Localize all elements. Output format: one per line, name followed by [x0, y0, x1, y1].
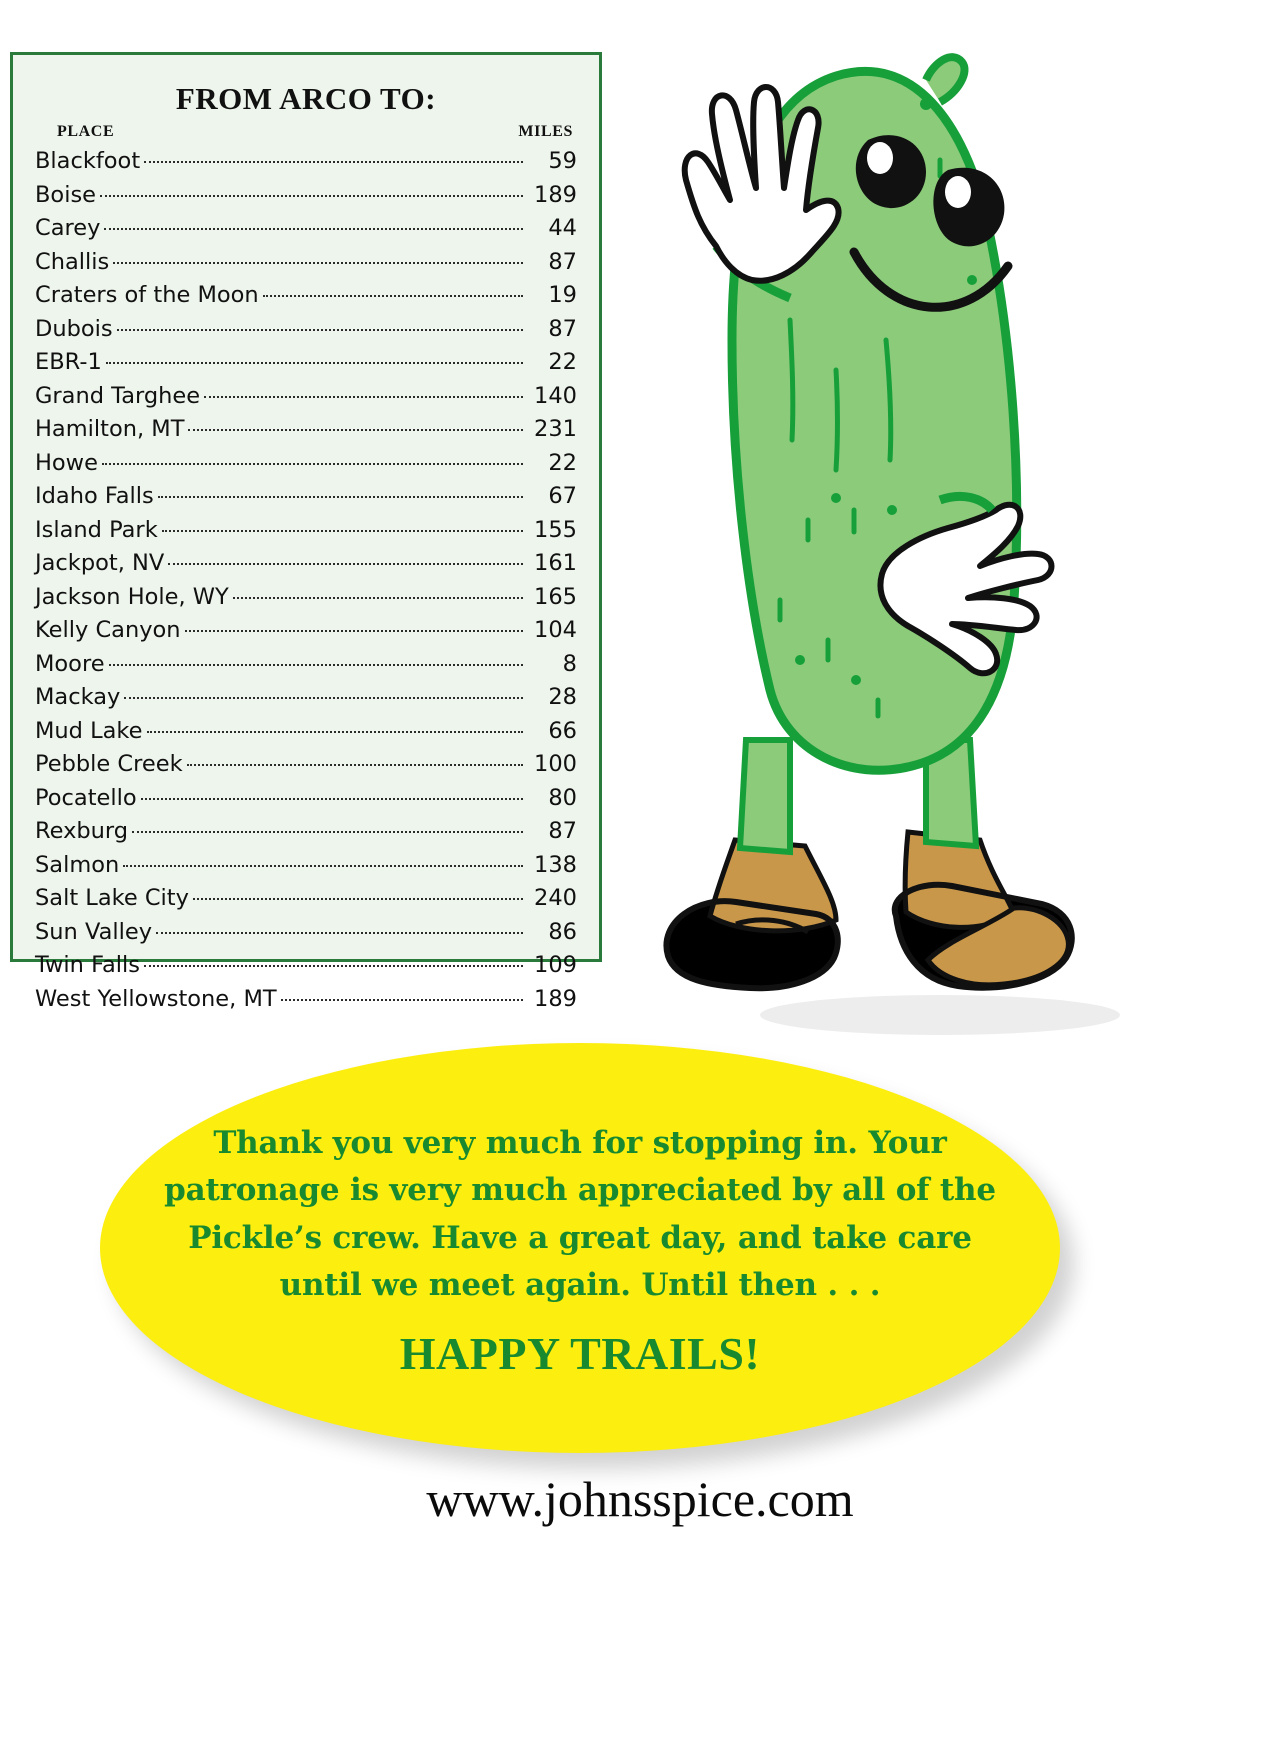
- table-cell-miles: 67: [548, 483, 577, 510]
- table-cell-miles: 87: [548, 248, 577, 275]
- leader-dots: [144, 964, 523, 967]
- table-row: [35, 480, 577, 514]
- leader-dots: [100, 194, 523, 197]
- leader-dots: [233, 596, 523, 599]
- leader-dots: [106, 361, 523, 364]
- table-cell-miles: 22: [548, 449, 577, 476]
- table-cell-place: Craters of the Moon: [35, 282, 259, 309]
- table-row: [35, 514, 577, 548]
- table-cell-place: Twin Falls: [35, 952, 140, 979]
- table-row: [35, 447, 577, 481]
- table-cell-miles: 22: [548, 349, 577, 376]
- table-row: [35, 413, 577, 447]
- leader-dots: [156, 931, 523, 934]
- table-row: [35, 715, 577, 749]
- table-row: [35, 179, 577, 213]
- column-header-place: PLACE: [57, 123, 115, 140]
- table-cell-place: Howe: [35, 449, 98, 476]
- waving-pickle-mascot: [640, 40, 1260, 1050]
- table-cell-miles: 87: [548, 315, 577, 342]
- table-row: [35, 380, 577, 414]
- website-url[interactable]: www.johnsspice.com: [426, 1471, 854, 1527]
- table-row: [35, 145, 577, 179]
- leader-dots: [281, 998, 523, 1001]
- table-column-headers: [35, 123, 577, 145]
- leader-dots: [144, 160, 523, 163]
- leader-dots: [158, 495, 523, 498]
- column-header-miles: MILES: [518, 123, 573, 140]
- page-title: FROM ARCO TO:: [175, 81, 437, 116]
- table-row: [35, 748, 577, 782]
- table-cell-miles: 28: [548, 684, 577, 711]
- table-cell-miles: 240: [534, 885, 577, 912]
- table-cell-miles: 104: [534, 617, 577, 644]
- leader-dots: [187, 763, 523, 766]
- table-cell-place: Hamilton, MT: [35, 416, 185, 443]
- table-row: [35, 246, 577, 280]
- leader-dots: [102, 462, 523, 465]
- table-cell-place: Idaho Falls: [35, 483, 154, 510]
- table-cell-place: Jackson Hole, WY: [35, 583, 229, 610]
- table-cell-miles: 140: [534, 382, 577, 409]
- table-cell-miles: 165: [534, 583, 577, 610]
- table-cell-place: Sun Valley: [35, 918, 153, 945]
- table-cell-place: Grand Targhee: [35, 382, 201, 409]
- table-cell-place: Mackay: [35, 684, 121, 711]
- table-row: [35, 279, 577, 313]
- table-row: [35, 681, 577, 715]
- table-cell-miles: 189: [534, 181, 577, 208]
- table-cell-place: Salmon: [35, 851, 120, 878]
- table-cell-miles: 155: [534, 516, 577, 543]
- table-cell-place: Boise: [35, 181, 97, 208]
- table-cell-place: Challis: [35, 248, 110, 275]
- table-cell-place: Kelly Canyon: [35, 617, 181, 644]
- table-row: [35, 648, 577, 682]
- table-row: [35, 547, 577, 581]
- distance-table-panel: [10, 52, 602, 1012]
- leader-dots: [185, 629, 523, 632]
- table-cell-place: Jackpot, NV: [35, 550, 165, 577]
- table-row: [35, 212, 577, 246]
- table-cell-miles: 161: [534, 550, 577, 577]
- table-cell-place: West Yellowstone, MT: [35, 985, 277, 1012]
- table-cell-place: EBR-1: [35, 349, 102, 376]
- table-cell-place: Moore: [35, 650, 105, 677]
- leader-dots: [188, 428, 523, 431]
- table-cell-miles: 80: [548, 784, 577, 811]
- leader-dots: [123, 864, 523, 867]
- leader-dots: [113, 261, 523, 264]
- leader-dots: [193, 897, 523, 900]
- leader-dots: [124, 696, 523, 699]
- table-row: [35, 983, 577, 1017]
- table-row: [35, 882, 577, 916]
- leader-dots: [147, 730, 523, 733]
- table-row: [35, 581, 577, 615]
- table-row: [35, 916, 577, 950]
- table-cell-place: Dubois: [35, 315, 113, 342]
- leader-dots: [263, 294, 523, 297]
- table-cell-miles: 189: [534, 985, 577, 1012]
- table-row: [35, 782, 577, 816]
- leader-dots: [204, 395, 523, 398]
- leader-dots: [162, 529, 523, 532]
- table-cell-place: Pocatello: [35, 784, 137, 811]
- leader-dots: [117, 328, 523, 331]
- table-cell-miles: 109: [534, 952, 577, 979]
- leader-dots: [109, 663, 523, 666]
- table-cell-miles: 86: [548, 918, 577, 945]
- table-cell-miles: 8: [562, 650, 577, 677]
- table-cell-place: Island Park: [35, 516, 158, 543]
- table-cell-place: Blackfoot: [35, 148, 141, 174]
- table-cell-miles: 231: [534, 416, 577, 443]
- table-row: [35, 815, 577, 849]
- table-row: [35, 313, 577, 347]
- table-cell-miles: 59: [548, 148, 577, 174]
- table-row: [35, 614, 577, 648]
- thank-you-message: Thank you very much for stopping in. Your patronage is very much appreciated by all of the Pickle’s crew. Have a great day, and take care until we meet again. Until then . . .: [164, 1125, 996, 1303]
- table-cell-place: Mud Lake: [35, 717, 143, 744]
- table-cell-place: Salt Lake City: [35, 885, 189, 912]
- table-cell-miles: 138: [534, 851, 577, 878]
- table-cell-miles: 19: [548, 282, 577, 309]
- table-cell-place: Carey: [35, 215, 101, 242]
- happy-trails-headline: HAPPY TRAILS!: [399, 1327, 761, 1379]
- table-cell-miles: 87: [548, 818, 577, 845]
- table-cell-miles: 100: [534, 751, 577, 778]
- distance-table-rows: [35, 145, 577, 1016]
- table-cell-miles: 66: [548, 717, 577, 744]
- leader-dots: [141, 797, 523, 800]
- table-row: [35, 949, 577, 983]
- table-row: [35, 346, 577, 380]
- table-cell-place: Rexburg: [35, 818, 129, 845]
- leader-dots: [132, 830, 523, 833]
- table-cell-place: Pebble Creek: [35, 751, 183, 778]
- table-row: [35, 849, 577, 883]
- table-cell-miles: 44: [548, 215, 577, 242]
- thank-you-banner: [100, 1043, 1060, 1453]
- leader-dots: [168, 562, 523, 565]
- leader-dots: [104, 227, 523, 230]
